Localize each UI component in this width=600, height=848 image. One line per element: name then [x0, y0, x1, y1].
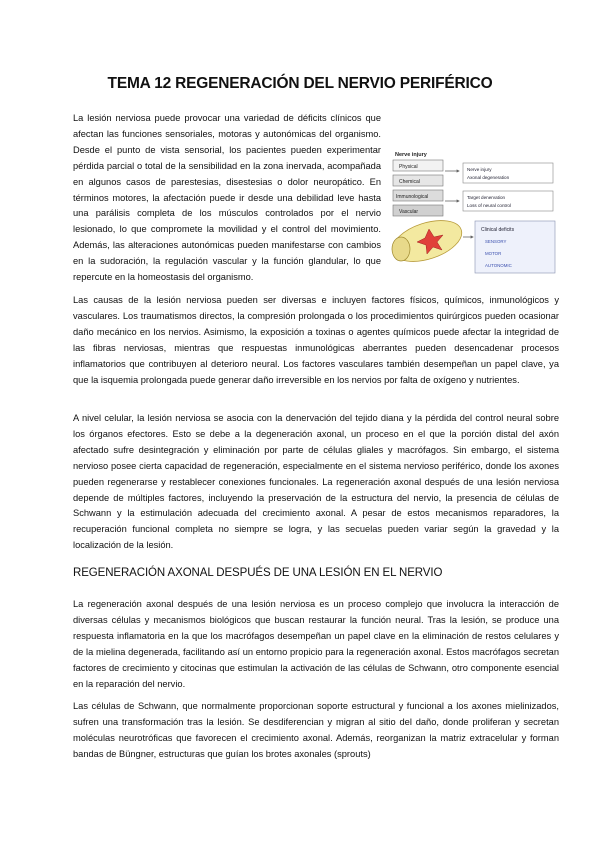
effect-target-denervation: Target denervation	[467, 195, 506, 200]
paragraph-regeneration: La regeneración axonal después de una lesión nerviosa es un proceso complejo que involucra la interacción de diversas células y mecanismos biológicos que buscan restaurar la función neural. Tras la lesión, se produce una respuesta inflamatoria en la que los macrófagos desempeñan un papel clave en la eliminación de restos celulares y de la mielina degenerada, facilitando así un entorno propicio para la regeneración axonal. Estos macrófagos secretan factores de crecimiento y citocinas que estimulan la activación de las células de Schwann, otro componente esencial en la reparación del nervio.	[73, 599, 559, 689]
nerve-injury-figure	[389, 151, 559, 279]
section-heading: REGENERACIÓN AXONAL DESPUÉS DE UNA LESIÓN EN EL NERVIO	[73, 567, 443, 579]
effect-nerve-injury: Nerve injury	[467, 167, 492, 172]
effect-axonal-degeneration: Axonal degeneration	[467, 175, 510, 180]
cause-chemical: Chemical	[399, 179, 420, 185]
deficit-autonomic: AUTONOMIC	[485, 263, 512, 268]
effects-box-1	[463, 163, 553, 183]
cause-immunological: Immunological	[396, 194, 429, 200]
cause-vascular: Vascular	[399, 209, 419, 215]
nerve-end	[392, 237, 410, 261]
deficits-title: Clinical deficits	[481, 227, 515, 233]
cause-physical: Physical	[399, 164, 418, 170]
paragraph-schwann: Las células de Schwann, que normalmente proporcionan soporte estructural y funcional a los axones mielinizados, sufren una transformación tras la lesión. Se desdiferencian y migran al sitio del daño, donde proliferan y secretan moléculas neurotróficas que favorecen el crecimiento axonal. Además, reorganizan la matriz extracelular y forman bandas de Büngner, estructuras que guían los brotes axonales (sprouts)	[73, 701, 559, 759]
deficit-sensory: SENSORY	[485, 239, 507, 244]
figure-header: Nerve injury	[395, 152, 427, 158]
effects-box-2	[463, 191, 553, 211]
paragraph-cellular: A nivel celular, la lesión nerviosa se asocia con la denervación del tejido diana y la pérdida del control neural sobre los órganos efectores. Esto se debe a la degeneración axonal, un proceso en el que la porción distal del axón afectado sufre desintegración y eliminación por parte de células gliales y macrófagos. Sin embargo, el sistema nervioso posee cierta capacidad de regeneración, especialmente en el sistema nervioso periférico, donde los axones pueden regenerarse y restablecer conexiones funcionales. La regeneración axonal después de una lesión nerviosa depende de múltiples factores, incluyendo la preservación de la estructura del nervio, la presencia de células de Schwann y la estimulación adecuada del crecimiento axonal. A pesar de estos mecanismos reparadores, la recuperación funcional completa no siempre se logra, y las secuelas pueden variar según la gravedad y la localización de la lesión.	[73, 413, 559, 551]
page-title: TEMA 12 REGENERACIÓN DEL NERVIO PERIFÉRICO	[107, 75, 493, 92]
effect-loss-neural-control: Loss of neural control	[467, 203, 511, 208]
paragraph-clinical-deficits: La lesión nerviosa puede provocar una variedad de déficits clínicos que afectan las funciones sensoriales, motoras y autonómicas del organismo. Desde el punto de vista sensorial, los pacientes pueden experimentar pérdida parcial o total de la sensibilidad en la zona inervada, acompañada en algunos casos de parestesias, disestesias o dolor neuropático. En términos motores, la afectación puede ir desde una debilidad leve hasta una parálisis completa de los músculos controlados por el nervio lesionado, lo que compromete la movilidad y el control del movimiento. Además, las alteraciones autonómicas pueden manifestarse con cambios en la sudoración, la regulación vascular y la función glandular, lo que repercute en la homeostasis del organismo.	[73, 113, 381, 283]
paragraph-causes: Las causas de la lesión nerviosa pueden ser diversas e incluyen factores físicos, químicos, inmunológicos y vasculares. Los traumatismos directos, la compresión prolongada o los procedimientos quirúrgicos pueden ocasionar daño mecánico en los nervios. Asimismo, la exposición a toxinas o agentes químicos puede afectar la integridad de las fibras nerviosas, mientras que respuestas inmunológicas aberrantes pueden desencadenar procesos inflamatorios que contribuyen al deterioro neural. Los factores vasculares también desempeñan un papel clave, ya que la isquemia prolongada puede generar daño irreversible en los nervios por falta de oxígeno y nutrientes.	[73, 295, 559, 385]
intro-block	[73, 111, 559, 286]
deficit-motor: MOTOR	[485, 251, 502, 256]
